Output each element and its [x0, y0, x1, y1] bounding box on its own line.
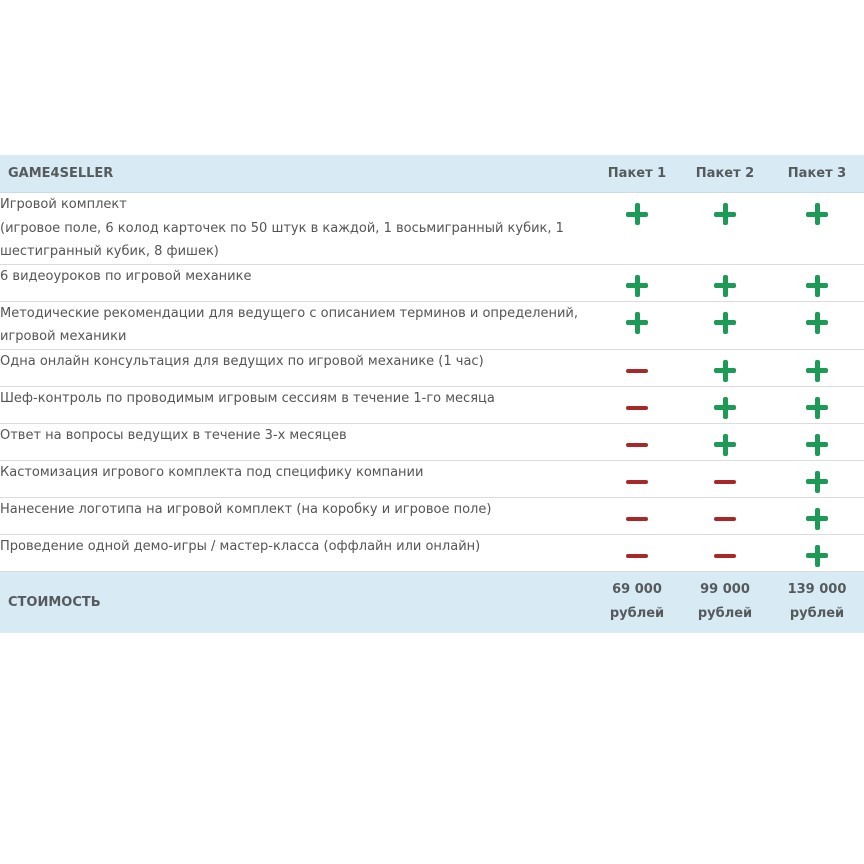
package-2-price-currency: рублей	[697, 606, 753, 621]
feature-line: Шеф-контроль по проводимым игровым сессиям в течение 1-го месяца	[0, 390, 495, 406]
package-2-availability	[680, 534, 770, 571]
plus-icon	[806, 545, 828, 567]
plus-icon	[714, 203, 736, 225]
feature-row	[0, 386, 864, 423]
plus-icon	[626, 275, 648, 297]
plus-icon	[806, 312, 828, 334]
plus-icon	[626, 203, 648, 225]
minus-icon	[626, 397, 648, 419]
package-1-availability	[594, 193, 680, 265]
plus-icon	[806, 434, 828, 456]
feature-row	[0, 534, 864, 571]
minus-icon	[714, 508, 736, 530]
package-3-availability	[770, 534, 864, 571]
feature-line: шестигранный кубик, 8 фишек)	[0, 244, 219, 259]
feature-row	[0, 423, 864, 460]
package-2-header: Пакет 2	[680, 155, 770, 193]
package-1-price	[594, 571, 680, 633]
feature-row	[0, 497, 864, 534]
feature-line: Ответ на вопросы ведущих в течение 3-х месяцев	[0, 427, 347, 443]
plus-icon	[714, 360, 736, 382]
package-3-availability	[770, 423, 864, 460]
package-2-price-amount: 99 000	[700, 582, 750, 597]
minus-icon	[626, 508, 648, 530]
package-1-availability	[594, 264, 680, 301]
package-3-availability	[770, 497, 864, 534]
package-2-price	[680, 571, 770, 633]
minus-icon	[626, 545, 648, 567]
plus-icon	[806, 508, 828, 530]
plus-icon	[806, 275, 828, 297]
package-3-header: Пакет 3	[770, 155, 864, 193]
package-3-availability	[770, 460, 864, 497]
plus-icon	[714, 397, 736, 419]
price-row	[0, 571, 864, 633]
feature-description	[0, 460, 594, 497]
package-1-availability	[594, 497, 680, 534]
minus-icon	[714, 545, 736, 567]
package-3-availability	[770, 301, 864, 349]
minus-icon	[626, 360, 648, 382]
package-2-availability	[680, 301, 770, 349]
package-1-availability	[594, 386, 680, 423]
package-1-price-amount: 69 000	[612, 582, 662, 597]
package-3-price-amount: 139 000	[787, 582, 847, 597]
package-2-availability	[680, 264, 770, 301]
feature-line: Методические рекомендации для ведущего с описанием терминов и определений,	[0, 305, 578, 321]
plus-icon	[714, 434, 736, 456]
feature-line: игровой механики	[0, 329, 127, 344]
plus-icon	[714, 312, 736, 334]
package-1-availability	[594, 349, 680, 386]
table-header-row	[0, 155, 864, 193]
package-1-price-currency: рублей	[609, 606, 665, 621]
feature-line: Игровой комплект	[0, 197, 127, 212]
feature-line: Одна онлайн консультация для ведущих по игровой механике (1 час)	[0, 353, 484, 369]
feature-description	[0, 423, 594, 460]
package-3-availability	[770, 349, 864, 386]
minus-icon	[626, 434, 648, 456]
plus-icon	[806, 203, 828, 225]
package-3-price-currency: рублей	[789, 606, 845, 621]
package-1-header: Пакет 1	[594, 155, 680, 193]
package-2-availability	[680, 423, 770, 460]
feature-description	[0, 534, 594, 571]
feature-row	[0, 264, 864, 301]
feature-line: Проведение одной демо-игры / мастер-класса (оффлайн или онлайн)	[0, 538, 481, 554]
plus-icon	[626, 312, 648, 334]
plus-icon	[806, 471, 828, 493]
feature-description	[0, 193, 594, 265]
feature-line: 6 видеоуроков по игровой механике	[0, 268, 252, 284]
package-2-availability	[680, 349, 770, 386]
brand-title: GAME4SELLER	[0, 155, 594, 193]
package-1-availability	[594, 423, 680, 460]
package-1-availability	[594, 534, 680, 571]
feature-row	[0, 301, 864, 349]
package-1-availability	[594, 301, 680, 349]
package-3-availability	[770, 193, 864, 265]
feature-row	[0, 460, 864, 497]
package-3-availability	[770, 386, 864, 423]
feature-description	[0, 264, 594, 301]
feature-row	[0, 193, 864, 265]
price-label: СТОИМОСТЬ	[8, 594, 101, 610]
feature-line: Кастомизация игрового комплекта под специфику компании	[0, 464, 424, 480]
package-2-availability	[680, 193, 770, 265]
feature-description	[0, 386, 594, 423]
plus-icon	[806, 360, 828, 382]
feature-description	[0, 301, 594, 349]
package-2-availability	[680, 386, 770, 423]
feature-description	[0, 349, 594, 386]
package-2-availability	[680, 497, 770, 534]
minus-icon	[714, 471, 736, 493]
package-1-availability	[594, 460, 680, 497]
feature-row	[0, 349, 864, 386]
package-3-price	[770, 571, 864, 633]
package-3-availability	[770, 264, 864, 301]
package-2-availability	[680, 460, 770, 497]
pricing-table	[0, 155, 864, 633]
feature-line: Нанесение логотипа на игровой комплект (на коробку и игровое поле)	[0, 501, 492, 517]
minus-icon	[626, 471, 648, 493]
feature-line: (игровое поле, 6 колод карточек по 50 штук в каждой, 1 восьмигранный кубик, 1	[0, 220, 564, 236]
plus-icon	[714, 275, 736, 297]
feature-description	[0, 497, 594, 534]
plus-icon	[806, 397, 828, 419]
